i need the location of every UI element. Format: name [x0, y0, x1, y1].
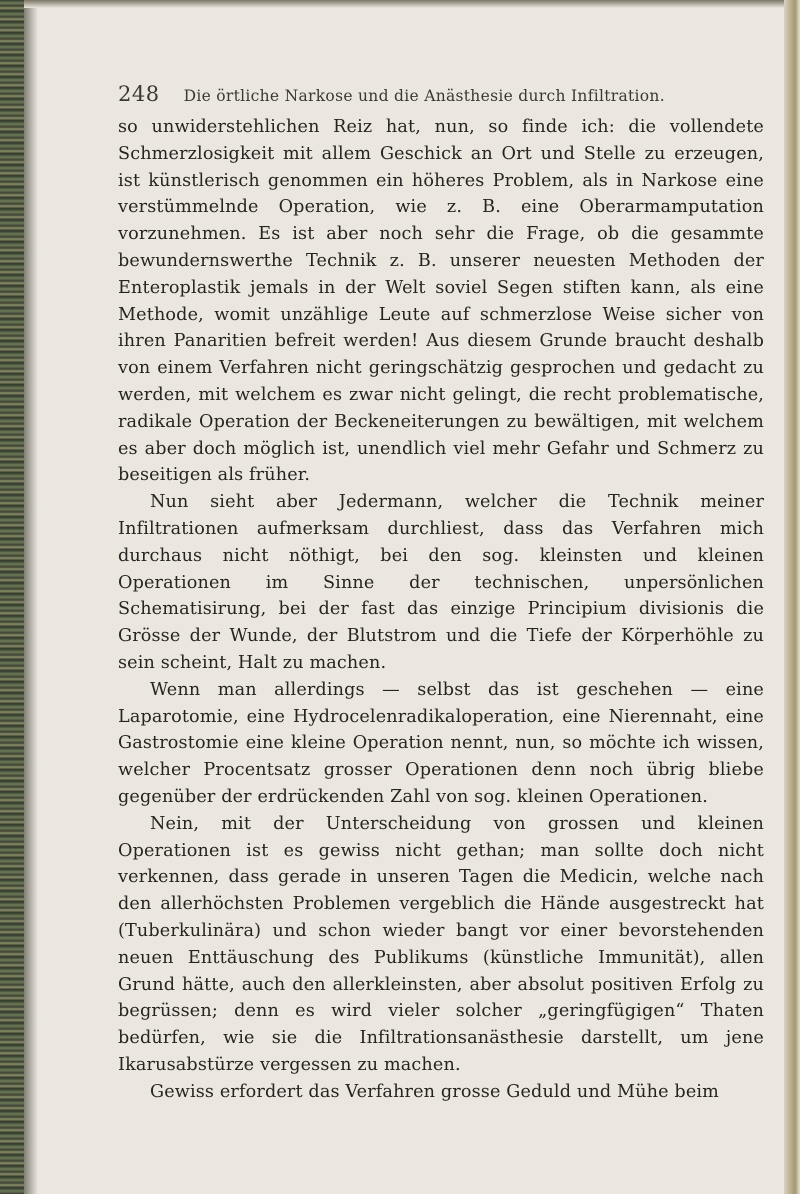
page-top-edge — [24, 0, 800, 8]
paragraph-1: so unwiderstehlichen Reiz hat, nun, so finde ich: die vollendete Schmerzlosigkeit mit allem Geschick an Ort und Stelle zu erzeugen, ist künstlerisch genommen ein höheres Problem, als in Narkose eine verstümmelnde Operation, wie z. B. eine Oberarmamputation vorzunehmen. Es ist aber noch sehr die Frage, ob die gesammte bewundernswerthe Technik z. B. unserer neuesten Methoden der Enteroplastik jemals in der Welt soviel Segen stiften kann, als eine Methode, womit unzählige Leute auf schmerzlose Weise sicher von ihren Panaritien befreit werden! Aus diesem Grunde braucht deshalb von einem Verfahren nicht geringschätzig gesprochen und gedacht zu werden, mit welchem es zwar nicht gelingt, die recht problematische, radikale Operation der Beckeneiterungen zu bewältigen, mit welchem es aber doch möglich ist, unendlich viel mehr Gefahr und Schmerz zu beseitigen als früher. — [118, 117, 764, 486]
gutter-shadow — [24, 0, 38, 1194]
book-binding-edge — [0, 0, 24, 1194]
page-right-edge — [784, 0, 800, 1194]
paragraph-5: Gewiss erfordert das Verfahren grosse Geduld und Mühe beim — [150, 1081, 720, 1102]
book-page — [118, 82, 764, 1105]
running-title: Die örtliche Narkose und die Anästhesie durch Infiltration. — [183, 87, 665, 105]
running-head — [118, 82, 764, 112]
paragraph-4: Nein, mit der Unterscheidung von grossen und kleinen Operationen ist es gewiss nicht gethan; man sollte doch nicht verkennen, dass gerade in unseren Tagen die Medicin, welche nach den allerhöchsten Problemen vergeblich die Hände ausgestreckt hat (Tuberkulinära) und schon wieder bangt vor einer bevorstehenden neuen Enttäuschung des Publikums (künstliche Immunität), allen Grund hätte, auch den allerkleinsten, aber absolut positiven Erfolg zu begrüssen; denn es wird vieler solcher „geringfügigen“ Thaten bedürfen, wie sie die Infiltrationsanästhesie darstellt, um jene Ikarusabstürze vergessen zu machen. — [118, 813, 764, 1075]
page-number: 248 — [118, 82, 160, 106]
paragraph-3: Wenn man allerdings — selbst das ist geschehen — eine Laparotomie, eine Hydrocelenradikaloperation, eine Nierennaht, eine Gastrostomie eine kleine Operation nennt, nun, so möchte ich wissen, welcher Procentsatz grosser Operationen denn noch übrig bliebe gegenüber der erdrückenden Zahl von sog. kleinen Operationen. — [118, 679, 764, 807]
paragraph-2: Nun sieht aber Jedermann, welcher die Technik meiner Infiltrationen aufmerksam durchliest, dass das Verfahren mich durchaus nicht nöthigt, bei den sog. kleinsten und kleinen Operationen im Sinne der technischen, unpersönlichen Schematisirung, bei der fast das einzige Principium divisionis die Grösse der Wunde, der Blutstrom und die Tiefe der Körperhöhle zu sein scheint, Halt zu machen. — [118, 492, 764, 673]
body-text — [118, 114, 764, 1105]
